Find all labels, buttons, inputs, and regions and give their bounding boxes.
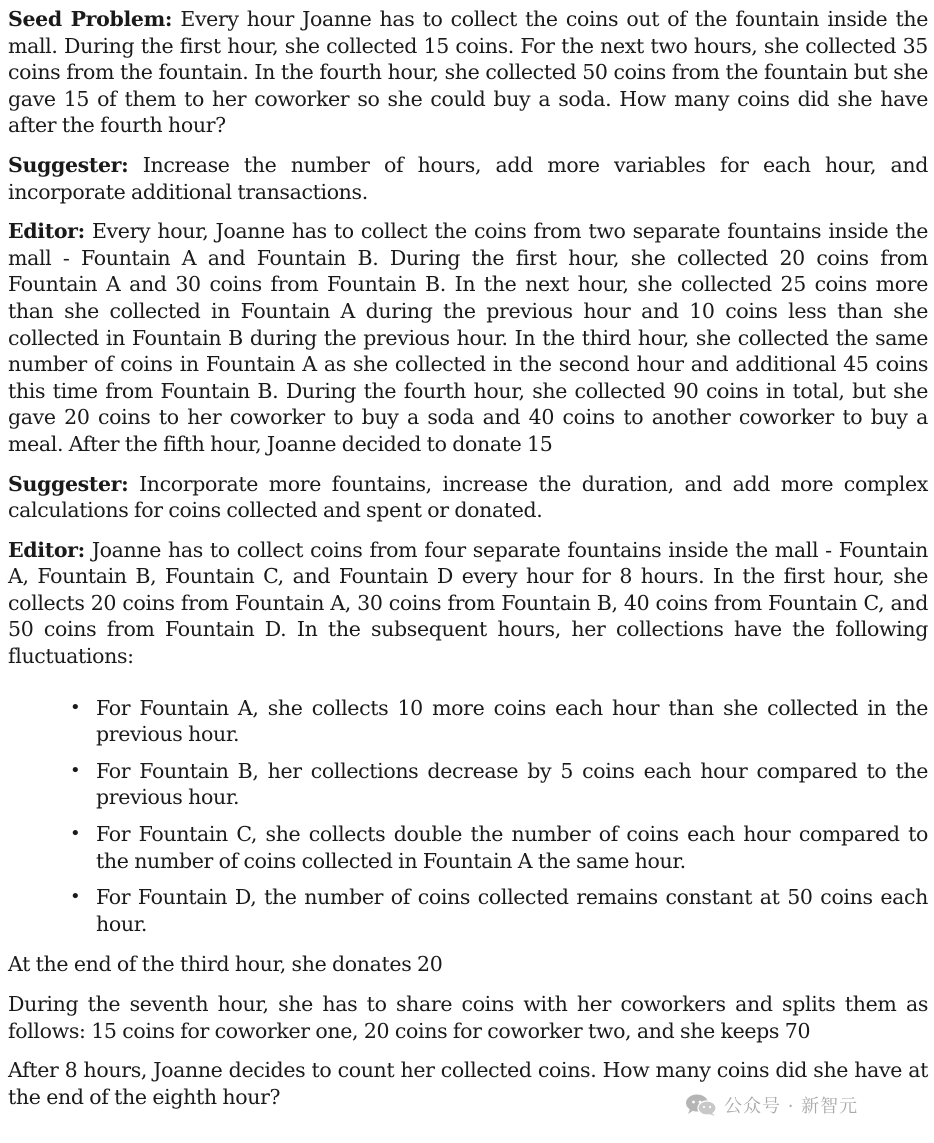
dialogue-paragraph	[8, 537, 928, 670]
paragraph: At the end of the third hour, she donates 20	[8, 952, 443, 977]
paragraph: During the seventh hour, she has to share coins with her coworkers and splits them as follows: 15 coins for coworker one, 20 coins for coworker two, and she keeps 70	[8, 992, 928, 1043]
list-item	[70, 695, 928, 748]
dialogue-paragraph	[8, 218, 928, 457]
paragraph: After 8 hours, Joanne decides to count her collected coins. How many coins did she have at the end of the eighth hour?	[8, 1058, 928, 1109]
dialogue-paragraph	[8, 471, 928, 524]
bullet-icon: •	[70, 696, 81, 718]
bullet-icon: •	[70, 886, 81, 908]
list-item	[70, 821, 928, 874]
list-item-text: For Fountain C, she collects double the number of coins each hour compared to the number of coins collected in Fountain A the same hour.	[96, 822, 928, 873]
fluctuation-list	[8, 695, 928, 938]
dialogue-paragraph	[8, 6, 928, 139]
speaker-label: Editor:	[8, 219, 85, 244]
list-item-text: For Fountain B, her collections decrease by 5 coins each hour compared to the previous hour.	[96, 758, 928, 810]
paragraph-text: Every hour Joanne has to collect the coins out of the fountain inside the mall. During the first hour, she collected 15 coins. For the next two hours, she collected 35 coins from the fountain. In the fourth hour, she collected 50 coins from the fountain but she gave 15 of them to her coworker so she could buy a soda. How many coins did she have after the fourth hour?	[8, 7, 929, 138]
speaker-label: Seed Problem:	[8, 7, 173, 31]
document	[8, 6, 928, 1123]
list-item-text: For Fountain D, the number of coins collected remains constant at 50 coins each hour.	[96, 885, 928, 936]
list-item	[70, 884, 928, 937]
speaker-label: Suggester:	[8, 152, 129, 177]
paragraph-text: Increase the number of hours, add more variables for each hour, and incorporate additional transactions.	[8, 152, 928, 204]
speaker-label: Suggester:	[8, 471, 129, 496]
list-item	[70, 758, 928, 811]
speaker-label: Editor:	[8, 537, 85, 562]
paragraph-text: Joanne has to collect coins from four separate fountains inside the mall - Fountain A, Fountain B, Fountain C, and Fountain D every hour for 8 hours. In the first hour, she collects 20 coins from Fountain A, 30 coins from Fountain B, 40 coins from Fountain C, and 50 coins from Fountain D. In the subsequent hours, her collections have the following fluctuations:	[8, 537, 928, 669]
bullet-icon: •	[70, 759, 81, 781]
watermark	[684, 1092, 858, 1118]
list-item-text: For Fountain A, she collects 10 more coins each hour than she collected in the previous hour.	[96, 695, 928, 747]
bullet-icon: •	[70, 823, 81, 845]
paragraph-text: Every hour, Joanne has to collect the coins from two separate fountains inside the mall - Fountain A and Fountain B. During the first hour, she collected 20 coins from Fountain A and 30 coins from Fountain B. In the next hour, she collected 25 coins more than she collected in Fountain A during the previous hour and 10 coins less than she collected in Fountain B during the previous hour. In the third hour, she collected the same number of coins in Fountain A as she collected in the second hour and additional 45 coins this time from Fountain B. During the fourth hour, she collected 90 coins in total, but she gave 20 coins to her coworker to buy a soda and 40 coins to another coworker to buy a meal. After the fifth hour, Joanne decided to donate 15	[8, 219, 928, 456]
wechat-icon	[684, 1093, 718, 1117]
dialogue-paragraph	[8, 152, 928, 205]
watermark-text: 公众号 · 新智元	[724, 1096, 859, 1117]
paragraph-text: Incorporate more fountains, increase the duration, and add more complex calculations for coins collected and spent or donated.	[8, 471, 928, 523]
